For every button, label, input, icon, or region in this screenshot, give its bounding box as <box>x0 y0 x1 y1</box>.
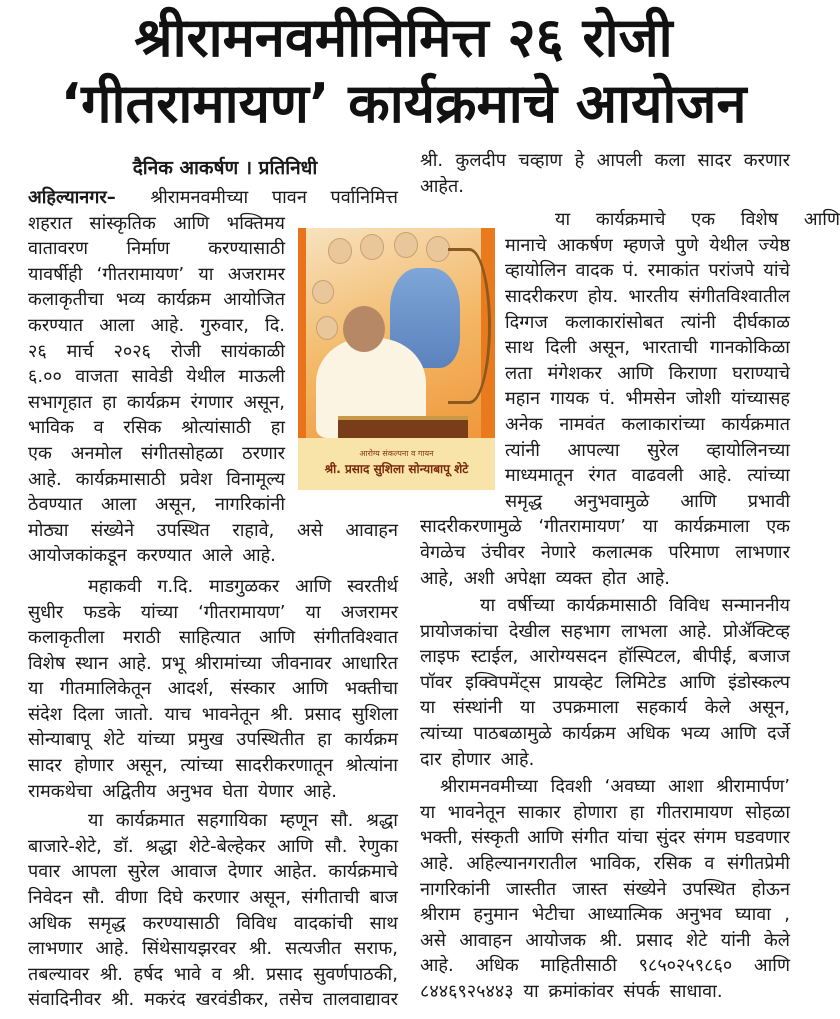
article-line: पॉवर इक्विपमेंट्स प्रायव्हेट लिमिटेड आणि इंडोस्कल्प <box>420 671 790 693</box>
singer-portrait <box>343 306 385 352</box>
article-line: शहरात सांस्कृतिक आणि भक्तिमय <box>28 212 285 234</box>
article-line: अधिक समृद्ध करण्यासाठी विविध वादकांची साथ <box>28 912 398 934</box>
article-line: सादरीकरणामुळे ‘गीतरामायण’ या कार्यक्रमाला एक <box>420 516 790 538</box>
article-line: या वर्षीच्या कार्यक्रमासाठी विविध सन्माननीय <box>480 595 790 617</box>
article-line: मोठ्या संख्येने उपस्थित राहावे, असे आवाहन <box>28 519 398 541</box>
article-line: आहेत. <box>420 175 464 197</box>
article-line: या संस्थांनी या उपक्रमाला सहकार्य केले असून, <box>420 697 790 719</box>
article-line: आहे, अशी अपेक्षा व्यक्त होत आहे. <box>420 567 671 589</box>
poster-caption-subtitle: आरोग्य संकल्पना व गायन <box>359 449 434 458</box>
article-line: माध्यमातून रंगत वाढवली आहे. त्यांच्या <box>505 465 790 487</box>
article-line: यावर्षीही ‘गीतरामायण’ या अजरामर <box>28 263 285 285</box>
article-line: आहे. कार्यक्रमासाठी प्रवेश विनामूल्य <box>28 468 285 490</box>
article-line: महान गायक पं. भीमसेन जोशी यांच्यासह <box>505 388 790 410</box>
article-paragraph <box>420 148 790 199</box>
article-line: त्यांनी आपल्या सुरेल व्हायोलिनच्या <box>505 439 790 461</box>
article-line: ६.०० वाजता सावेडी येथील माऊली <box>28 366 285 388</box>
article-line: सादरीकरण होय. भारतीय संगीतविश्वातील <box>505 285 790 307</box>
article-line: असे आवाहन आयोजक श्री. प्रसाद शेटे यांनी केले <box>420 929 790 951</box>
headline-line-2: ‘गीतरामायण’ कार्यक्रमाचे आयोजन <box>60 72 747 135</box>
article-line: आहे. अधिक माहितीसाठी ९८५०२५९८६० आणि <box>420 955 790 977</box>
article-line: दिग्गज कलाकारांसोबत त्यांनी दीर्घकाळ <box>505 311 790 333</box>
article-line: रामकथेचा अद्वितीय अनुभव घेता येणार आहे. <box>28 780 337 802</box>
poster-caption-name: श्री. प्रसाद सुशिला सोन्याबापू शेटे <box>324 462 469 476</box>
portrait-icon <box>316 316 338 340</box>
article-line: लता मंगेशकर आणि किराणा घराण्याचे <box>505 362 790 384</box>
article-line: दार होणार आहे. <box>420 748 535 770</box>
article-line: सोन्याबापू शेटे यांच्या प्रमुख उपस्थितीत हा कार्यक्रम <box>28 729 398 751</box>
article-line: या कार्यक्रमाचे एक विशेष आणि <box>555 209 840 231</box>
portrait-icon <box>328 238 352 264</box>
portrait-icon <box>360 234 384 260</box>
article-line: वातावरण निर्माण करण्यासाठी <box>28 238 285 260</box>
article-line: भाविक व रसिक श्रोत्यांसाठी हा <box>28 417 285 439</box>
article-line: संवादिनीवर श्री. मकरंद खरवंडीकर, तसेच तालवाद्यावर <box>28 989 398 1011</box>
article-line: प्रायोजकांचा देखील सहभाग लाभला आहे. प्रोॲक्टिव्ह <box>420 620 790 642</box>
article-line: आयोजकांकडून करण्यात आले आहे. <box>28 545 276 567</box>
article-line: निवेदन सौ. वीणा दिघे करणार असून, संगीताची बाज <box>28 887 398 909</box>
portrait-icon <box>394 232 418 258</box>
article-line: अनेक नामवंत कलाकारांच्या कार्यक्रमात <box>505 413 790 435</box>
portrait-icon <box>312 280 334 304</box>
article-line: सुधीर फडके यांच्या ‘गीतरामायण’ या अजरामर <box>28 601 398 623</box>
article-line: या गीतमालिकेतून आदर्श, संस्कार आणि भक्तीचा <box>28 678 398 700</box>
article-line: श्रीरामनवमीच्या दिवशी ‘अवघ्या आशा श्रीरामार्पण’ <box>440 776 790 798</box>
article-line: ठेवण्यात आला असून, नागरिकांनी <box>28 494 285 516</box>
article-line: भक्ती, संस्कृती आणि संगीत यांचा सुंदर संगम घडवणार <box>420 827 790 849</box>
article-line: त्यांच्या पाठबळामुळे कार्यक्रम अधिक भव्य आणि दर्जे <box>420 723 790 745</box>
article-line: सादर होणार असून, त्यांच्या सादरीकरणातून श्रोत्यांना <box>28 755 398 777</box>
article-line: पवार आपला सुरेल आवाज देणार आहेत. कार्यक्रमाचे <box>28 861 398 883</box>
article-line: लाइफ स्टाईल, आरोग्यसदन हॉस्पिटल, बीपीई, बजाज <box>420 646 790 668</box>
event-poster-image <box>298 228 495 490</box>
article-paragraph <box>420 593 790 772</box>
dateline: अहिल्यानगर– <box>28 187 116 208</box>
article-line: मानाचे आकर्षण म्हणजे पुणे येथील ज्येष्ठ <box>505 234 790 256</box>
article-line: सभागृहात हा कार्यक्रम रंगणार असून, <box>28 391 285 413</box>
article-line: अहिल्यानगर– श्रीरामनवमीच्या पावन पर्वानिमित्त <box>28 185 398 211</box>
article-line: साथ दिली असून, भारताची गानकोकिळा <box>505 337 790 359</box>
article-line: श्रीराम हनुमान भेटीचा आध्यात्मिक अनुभव घ्यावा , <box>420 904 790 926</box>
article-line: या कार्यक्रमात सहगायिका म्हणून सौ. श्रद्धा <box>88 810 398 832</box>
article-line: विशेष स्थान आहे. प्रभू श्रीरामांच्या जीवनावर आधारित <box>28 652 398 674</box>
article-line: ८४४६९२५४४३ या क्रमांकांवर संपर्क साधावा. <box>420 981 723 1002</box>
poster-caption <box>298 438 495 490</box>
article-line: २६ मार्च २०२६ रोजी सायंकाळी <box>28 340 285 362</box>
portrait-icon <box>426 236 450 262</box>
bow-icon <box>448 248 491 404</box>
article-paragraph <box>420 774 790 1004</box>
article-line: करण्यात आला आहे. गुरुवार, दि. <box>28 314 285 336</box>
poster-stripe <box>298 228 306 438</box>
article-line: व्हायोलिन वादक पं. रमाकांत परांजपे यांचे <box>505 260 790 282</box>
byline: दैनिक आकर्षण । प्रतिनिधी <box>132 157 318 179</box>
article-line: आहे. अहिल्यानगरातील भाविक, रसिक व संगीतप्रेमी <box>420 853 790 875</box>
article-line: तबल्यावर श्री. हर्षद भावे व श्री. प्रसाद सुवर्णपाठकी, <box>28 963 398 985</box>
article-paragraph <box>28 574 398 804</box>
headline-line-1: श्रीरामनवमीनिमित्त २६ रोजी <box>134 6 673 69</box>
article-line: या भावनेतून साकार होणारा हा गीतरामायण सोहळा <box>420 801 790 823</box>
article-line: श्री. कुलदीप चव्हाण हे आपली कला सादर करणार <box>420 150 790 171</box>
article-line: कलाकृतीला मराठी साहित्यात आणि संगीतविश्वात <box>28 627 398 649</box>
article-line: एक अनमोल संगीतसोहळा ठरणार <box>28 442 285 464</box>
article-line: नागरिकांनी जास्तीत जास्त संख्येने उपस्थित होऊन <box>420 878 790 900</box>
article-paragraph <box>28 808 398 1013</box>
article-line: महाकवी ग.दि. माडगुळकर आणि स्वरतीर्थ <box>88 575 398 597</box>
article-line: समृद्ध अनुभवामुळे आणि प्रभावी <box>505 490 790 512</box>
article-line: कलाकृतीचा भव्य कार्यक्रम आयोजित <box>28 289 285 311</box>
article-line: बाजारे-शेटे, डॉ. श्रद्धा शेटे-बेल्हेकर आणि सौ. रेणुका <box>28 835 398 857</box>
article-line: लाभणार आहे. सिंथेसायझरवर श्री. सत्यजीत सराफ, <box>28 938 398 960</box>
article-line: वेगळेच उंचीवर नेणारे कलात्मक परिमाण लाभणार <box>420 541 790 563</box>
article-line: संदेश दिला जातो. याच भावनेतून श्री. प्रसाद सुशिला <box>28 703 398 725</box>
